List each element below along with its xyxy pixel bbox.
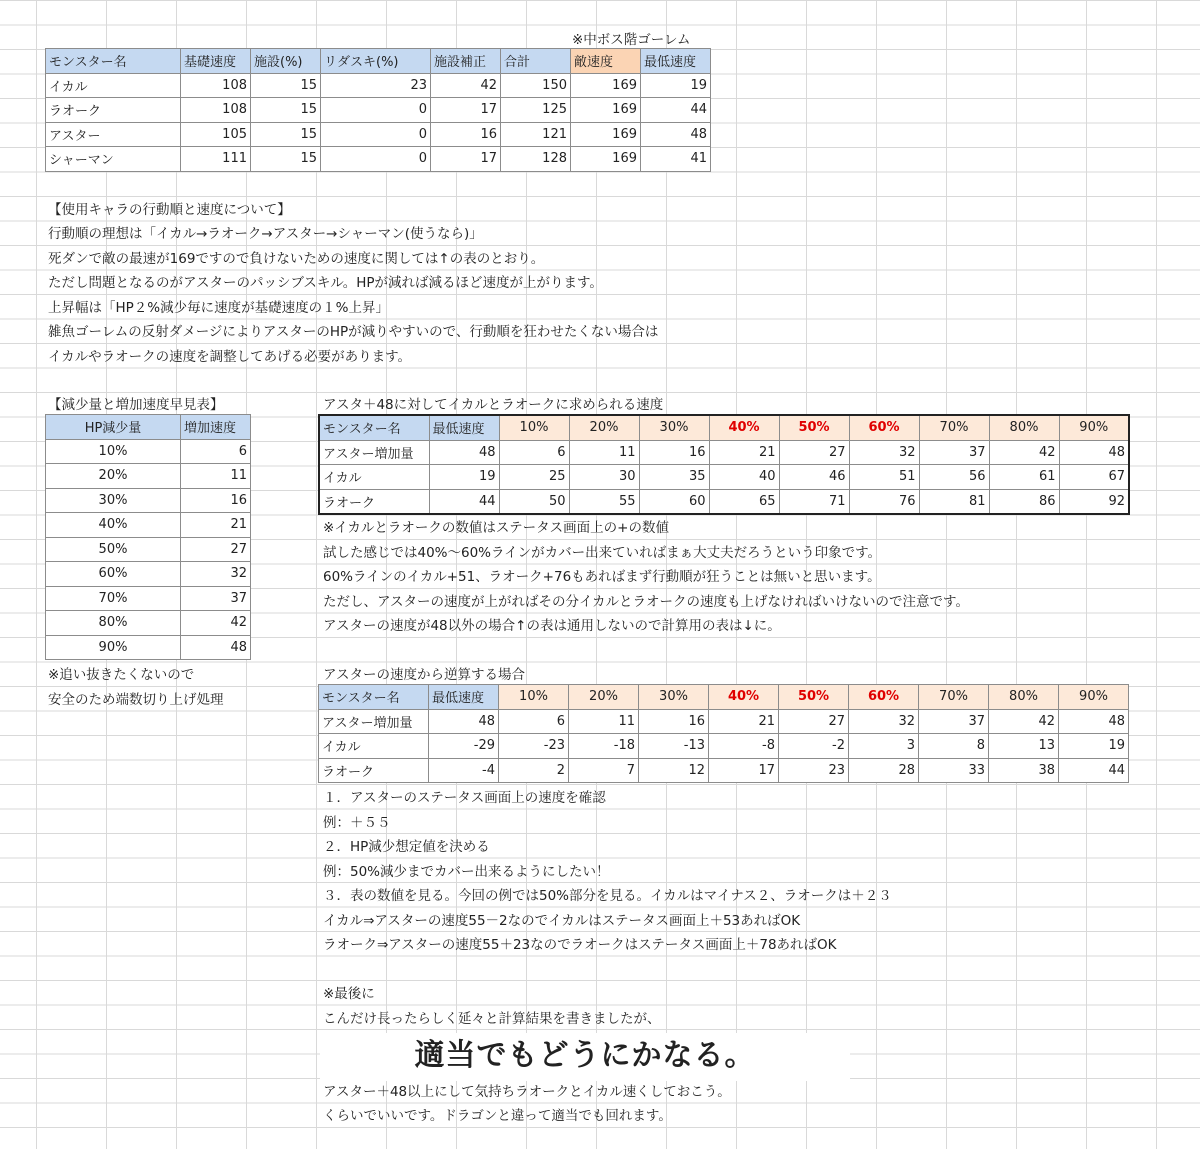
cell: 169 [571, 147, 641, 172]
header-cell: 30% [639, 415, 709, 440]
cell: 10% [46, 439, 181, 464]
table4-title: アスターの速度から逆算する場合 [323, 667, 525, 683]
table4-note: 例：50%減少までカバー出来るようにしたい！ [323, 864, 610, 880]
cell: 17 [431, 147, 501, 172]
header-cell: モンスター名 [319, 685, 429, 710]
table-row [319, 465, 1129, 490]
table-row [319, 489, 1129, 514]
cell: 65 [709, 489, 779, 514]
cell: ラオーク [46, 98, 181, 123]
closing-line: こんだけ長ったらしく延々と計算結果を書きましたが、 [323, 1011, 661, 1027]
cell: 128 [501, 147, 571, 172]
cell: 15 [251, 147, 321, 172]
cell: 38 [989, 758, 1059, 783]
cell: 32 [181, 562, 251, 587]
cell: 42 [989, 709, 1059, 734]
cell: 70% [46, 586, 181, 611]
cell: 60% [46, 562, 181, 587]
cell: 81 [919, 489, 989, 514]
cell: -13 [639, 734, 709, 759]
header-cell: 施設(%) [251, 49, 321, 74]
header-cell: 90% [1059, 685, 1129, 710]
cell: シャーマン [46, 147, 181, 172]
paragraph-heading: 【使用キャラの行動順と速度について】 [48, 202, 291, 218]
table-row [46, 537, 251, 562]
cell: 169 [571, 73, 641, 98]
cell: アスター増加量 [319, 440, 429, 465]
header-cell: 最低速度 [429, 415, 499, 440]
table2-title: 【減少量と増加速度早見表】 [48, 397, 224, 413]
header-cell: HP減少量 [46, 415, 181, 440]
cell: 15 [251, 122, 321, 147]
cell: -8 [709, 734, 779, 759]
cell: アスター [46, 122, 181, 147]
table4-note: 例：＋５５ [323, 815, 391, 831]
cell: 35 [639, 465, 709, 490]
cell: 6 [181, 439, 251, 464]
paragraph-line: 行動順の理想は「イカル→ラオーク→アスター→シャーマン(使うなら)」 [48, 226, 483, 242]
required-speed-header [319, 415, 1129, 440]
table-row [46, 611, 251, 636]
cell: 67 [1059, 465, 1129, 490]
cell: 17 [431, 98, 501, 123]
hp-speed-table [45, 414, 251, 660]
cell: 41 [641, 147, 711, 172]
cell: 42 [989, 440, 1059, 465]
cell: イカル [319, 465, 429, 490]
header-cell: 最低速度 [641, 49, 711, 74]
cell: 169 [571, 122, 641, 147]
hp-speed-header [46, 415, 251, 440]
cell: 15 [251, 73, 321, 98]
cell: 19 [429, 465, 499, 490]
table-row [46, 488, 251, 513]
table-row [46, 635, 251, 660]
cell: 60 [639, 489, 709, 514]
header-cell: 基礎速度 [181, 49, 251, 74]
header-cell: モンスター名 [319, 415, 429, 440]
cell: 37 [919, 709, 989, 734]
table3-note: 60%ラインのイカル+51、ラオーク+76もあればまず行動順が狂うことは無いと思います。 [323, 569, 881, 585]
closing-line: ※最後に [323, 986, 375, 1002]
cell: 40% [46, 513, 181, 538]
paragraph-line: 死ダンで敵の最速が169ですので負けないための速度に関しては↑の表のとおり。 [48, 251, 545, 267]
reverse-calc-table [318, 684, 1129, 783]
cell: 90% [46, 635, 181, 660]
cell: 111 [181, 147, 251, 172]
table-row [46, 513, 251, 538]
cell: 25 [499, 465, 569, 490]
cell: 71 [779, 489, 849, 514]
cell: 44 [1059, 758, 1129, 783]
header-cell: 40% [709, 685, 779, 710]
cell: 80% [46, 611, 181, 636]
cell: 12 [639, 758, 709, 783]
cell: 48 [1059, 709, 1129, 734]
cell: 44 [429, 489, 499, 514]
cell: 86 [989, 489, 1059, 514]
cell: 48 [429, 440, 499, 465]
table3-note: 試した感じでは40%～60%ラインがカバー出来ていればまぁ大丈夫だろうという印象です。 [323, 545, 882, 561]
speed-table-header [46, 49, 711, 74]
cell: 0 [321, 147, 431, 172]
table-row [46, 73, 711, 98]
cell: 92 [1059, 489, 1129, 514]
closing-line: アスター＋48以上にして気持ちラオークとイカル速くしておこう。 [323, 1084, 731, 1100]
header-cell: 50% [779, 415, 849, 440]
table-row [319, 734, 1129, 759]
note-top: ※中ボス階ゴーレム [572, 32, 691, 48]
table-row [319, 709, 1129, 734]
header-cell: 80% [989, 415, 1059, 440]
cell: 50% [46, 537, 181, 562]
cell: 48 [1059, 440, 1129, 465]
table-row [46, 562, 251, 587]
table3-note: ※イカルとラオークの数値はステータス画面上の+の数値 [323, 520, 669, 536]
header-cell: 70% [919, 685, 989, 710]
cell: 56 [919, 465, 989, 490]
header-cell: 10% [499, 415, 569, 440]
cell: 48 [641, 122, 711, 147]
table3-note: ただし、アスターの速度が上がればその分イカルとラオークの速度も上げなければいけないので注意です。 [323, 594, 969, 610]
table3-note: アスターの速度が48以外の場合↑の表は通用しないので計算用の表は↓に。 [323, 618, 781, 634]
cell: 105 [181, 122, 251, 147]
cell: 3 [849, 734, 919, 759]
cell: 23 [779, 758, 849, 783]
cell: 0 [321, 122, 431, 147]
cell: 6 [499, 709, 569, 734]
cell: 42 [431, 73, 501, 98]
cell: 27 [181, 537, 251, 562]
cell: イカル [46, 73, 181, 98]
cell: 150 [501, 73, 571, 98]
cell: 11 [569, 440, 639, 465]
header-cell: 50% [779, 685, 849, 710]
cell: 11 [181, 464, 251, 489]
header-cell: 70% [919, 415, 989, 440]
table4-note: ラオーク⇒アスターの速度55＋23なのでラオークはステータス画面上＋78あればOK [323, 937, 837, 953]
cell: 27 [779, 440, 849, 465]
cell: 8 [919, 734, 989, 759]
header-cell: 増加速度 [181, 415, 251, 440]
header-cell: 20% [569, 415, 639, 440]
header-cell: 20% [569, 685, 639, 710]
cell: 48 [181, 635, 251, 660]
cell: イカル [319, 734, 429, 759]
cell: 16 [639, 709, 709, 734]
table-row [319, 758, 1129, 783]
header-cell: 60% [849, 685, 919, 710]
cell: 15 [251, 98, 321, 123]
cell: 108 [181, 73, 251, 98]
table3-title: アスタ＋48に対してイカルとラオークに求められる速度 [323, 397, 664, 413]
header-cell: 最低速度 [429, 685, 499, 710]
cell: -4 [429, 758, 499, 783]
cell: 7 [569, 758, 639, 783]
cell: 32 [849, 440, 919, 465]
table-row [46, 98, 711, 123]
cell: 11 [569, 709, 639, 734]
cell: 40 [709, 465, 779, 490]
header-cell: 60% [849, 415, 919, 440]
cell: 42 [181, 611, 251, 636]
cell: 16 [181, 488, 251, 513]
table2-note: ※追い抜きたくないので [48, 667, 195, 683]
cell: 21 [181, 513, 251, 538]
cell: 20% [46, 464, 181, 489]
table-row [46, 439, 251, 464]
cell: 23 [321, 73, 431, 98]
header-cell: モンスター名 [46, 49, 181, 74]
table-row [46, 147, 711, 172]
cell: 30% [46, 488, 181, 513]
cell: 33 [919, 758, 989, 783]
cell: 51 [849, 465, 919, 490]
cell: -23 [499, 734, 569, 759]
table4-note: ３．表の数値を見る。今回の例では50%部分を見る。イカルはマイナス２、ラオークは＋２３ [323, 888, 892, 904]
speed-table [45, 48, 711, 172]
table2-note: 安全のため端数切り上げ処理 [48, 692, 224, 708]
table-row [46, 464, 251, 489]
cell: 16 [431, 122, 501, 147]
cell: 13 [989, 734, 1059, 759]
cell: 169 [571, 98, 641, 123]
required-speed-table [318, 414, 1130, 515]
cell: 19 [1059, 734, 1129, 759]
cell: 30 [569, 465, 639, 490]
closing-headline: 適当でもどうにかなる。 [320, 1033, 850, 1081]
cell: -18 [569, 734, 639, 759]
cell: 28 [849, 758, 919, 783]
cell: 44 [641, 98, 711, 123]
reverse-calc-header [319, 685, 1129, 710]
header-cell: 80% [989, 685, 1059, 710]
header-cell: 40% [709, 415, 779, 440]
table-row [46, 122, 711, 147]
cell: 108 [181, 98, 251, 123]
cell: 2 [499, 758, 569, 783]
cell: 37 [181, 586, 251, 611]
cell: 19 [641, 73, 711, 98]
header-cell: リダスキ(%) [321, 49, 431, 74]
header-cell: 合計 [501, 49, 571, 74]
cell: 32 [849, 709, 919, 734]
closing-line: くらいでいいです。ドラゴンと違って適当でも回れます。 [323, 1108, 672, 1124]
cell: -29 [429, 734, 499, 759]
cell: 21 [709, 440, 779, 465]
paragraph-line: イカルやラオークの速度を調整してあげる必要があります。 [48, 349, 412, 365]
table-row [46, 586, 251, 611]
cell: ラオーク [319, 489, 429, 514]
paragraph-line: 上昇幅は「HP２%減少毎に速度が基礎速度の１%上昇」 [48, 300, 389, 316]
cell: 37 [919, 440, 989, 465]
header-cell: 10% [499, 685, 569, 710]
table4-note: イカル⇒アスターの速度55－2なのでイカルはステータス画面上＋53あればOK [323, 913, 801, 929]
cell: 55 [569, 489, 639, 514]
cell: 21 [709, 709, 779, 734]
header-cell: 敵速度 [571, 49, 641, 74]
paragraph-line: 雑魚ゴーレムの反射ダメージによりアスターのHPが減りやすいので、行動順を狂わせたくない場合は [48, 324, 659, 340]
cell: 76 [849, 489, 919, 514]
cell: 6 [499, 440, 569, 465]
table4-note: ２．HP減少想定値を決める [323, 839, 490, 855]
cell: 0 [321, 98, 431, 123]
cell: 50 [499, 489, 569, 514]
cell: ラオーク [319, 758, 429, 783]
cell: 46 [779, 465, 849, 490]
cell: 17 [709, 758, 779, 783]
cell: 48 [429, 709, 499, 734]
cell: 61 [989, 465, 1059, 490]
table4-note: １．アスターのステータス画面上の速度を確認 [323, 790, 606, 806]
cell: 16 [639, 440, 709, 465]
cell: アスター増加量 [319, 709, 429, 734]
paragraph-line: ただし問題となるのがアスターのパッシブスキル。HPが減れば減るほど速度が上がります。 [48, 275, 603, 291]
header-cell: 30% [639, 685, 709, 710]
header-cell: 施設補正 [431, 49, 501, 74]
cell: -2 [779, 734, 849, 759]
table-row [319, 440, 1129, 465]
cell: 125 [501, 98, 571, 123]
header-cell: 90% [1059, 415, 1129, 440]
cell: 121 [501, 122, 571, 147]
cell: 27 [779, 709, 849, 734]
